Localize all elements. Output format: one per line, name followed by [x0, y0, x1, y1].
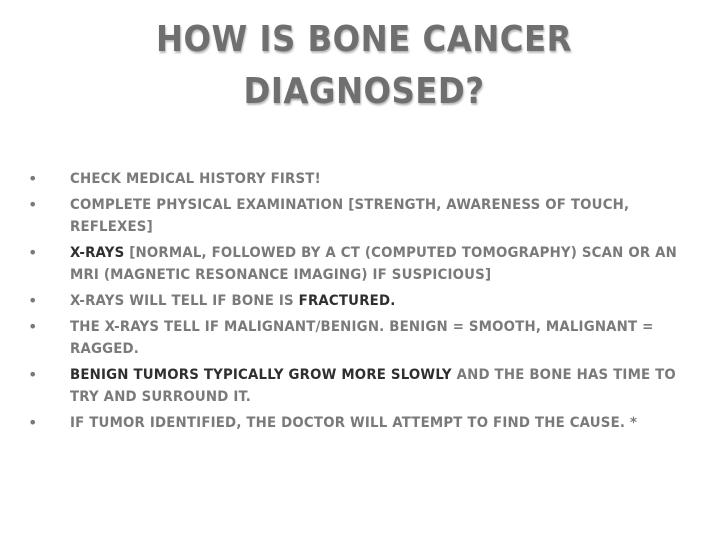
bullet-emphasis: X-RAYS — [70, 245, 125, 261]
bullet-item — [28, 168, 688, 190]
bullet-text-part: CHECK MEDICAL HISTORY FIRST! — [70, 171, 321, 187]
bullet-text — [70, 194, 709, 238]
bullet-text-part: X-RAYS WILL TELL IF BONE IS — [70, 293, 299, 309]
bullet-item — [28, 316, 688, 360]
bullet-dot-icon: • — [28, 291, 38, 310]
bullet-text-part: COMPLETE PHYSICAL EXAMINATION [STRENGTH, AWARENESS OF TOUCH, REFLEXES] — [70, 197, 630, 235]
bullet-item — [28, 412, 688, 434]
slide-title — [90, 14, 637, 118]
bullet-text-part: [NORMAL, FOLLOWED BY A CT (COMPUTED TOMOGRAPHY) SCAN OR AN MRI (MAGNETIC RESONANCE IMAGING) IF SUSPICIOUS] — [70, 245, 677, 283]
bullet-text — [70, 168, 709, 190]
bullet-dot-icon: • — [28, 317, 38, 336]
bullet-item — [28, 290, 688, 312]
bullet-text-part: THE X-RAYS TELL IF MALIGNANT/BENIGN. BENIGN = SMOOTH, MALIGNANT = RAGGED. — [70, 319, 654, 357]
bullet-emphasis: FRACTURED. — [298, 293, 396, 309]
bullet-text-part: IF TUMOR IDENTIFIED, THE DOCTOR WILL ATTEMPT TO FIND THE CAUSE. * — [70, 415, 638, 431]
bullet-dot-icon: • — [28, 169, 38, 188]
title-line-2: DIAGNOSED? — [243, 71, 485, 112]
bullet-text — [70, 364, 709, 408]
bullet-text — [70, 242, 709, 286]
bullet-text-part: AND THE BONE HAS TIME TO TRY AND SURROUND IT. — [70, 367, 676, 405]
bullet-item — [28, 194, 688, 238]
bullet-dot-icon: • — [28, 413, 38, 432]
bullet-dot-icon: • — [28, 195, 38, 214]
bullet-dot-icon: • — [28, 243, 38, 262]
bullet-item — [28, 242, 688, 286]
bullet-text — [70, 316, 709, 360]
bullet-dot-icon: • — [28, 365, 38, 384]
bullet-text — [70, 412, 709, 434]
bullet-item — [28, 364, 688, 408]
title-line-1: HOW IS BONE CANCER — [155, 19, 573, 60]
bullet-text — [70, 290, 709, 312]
bullet-list — [28, 168, 688, 438]
bullet-emphasis: BENIGN TUMORS TYPICALLY GROW MORE SLOWLY — [70, 367, 452, 383]
